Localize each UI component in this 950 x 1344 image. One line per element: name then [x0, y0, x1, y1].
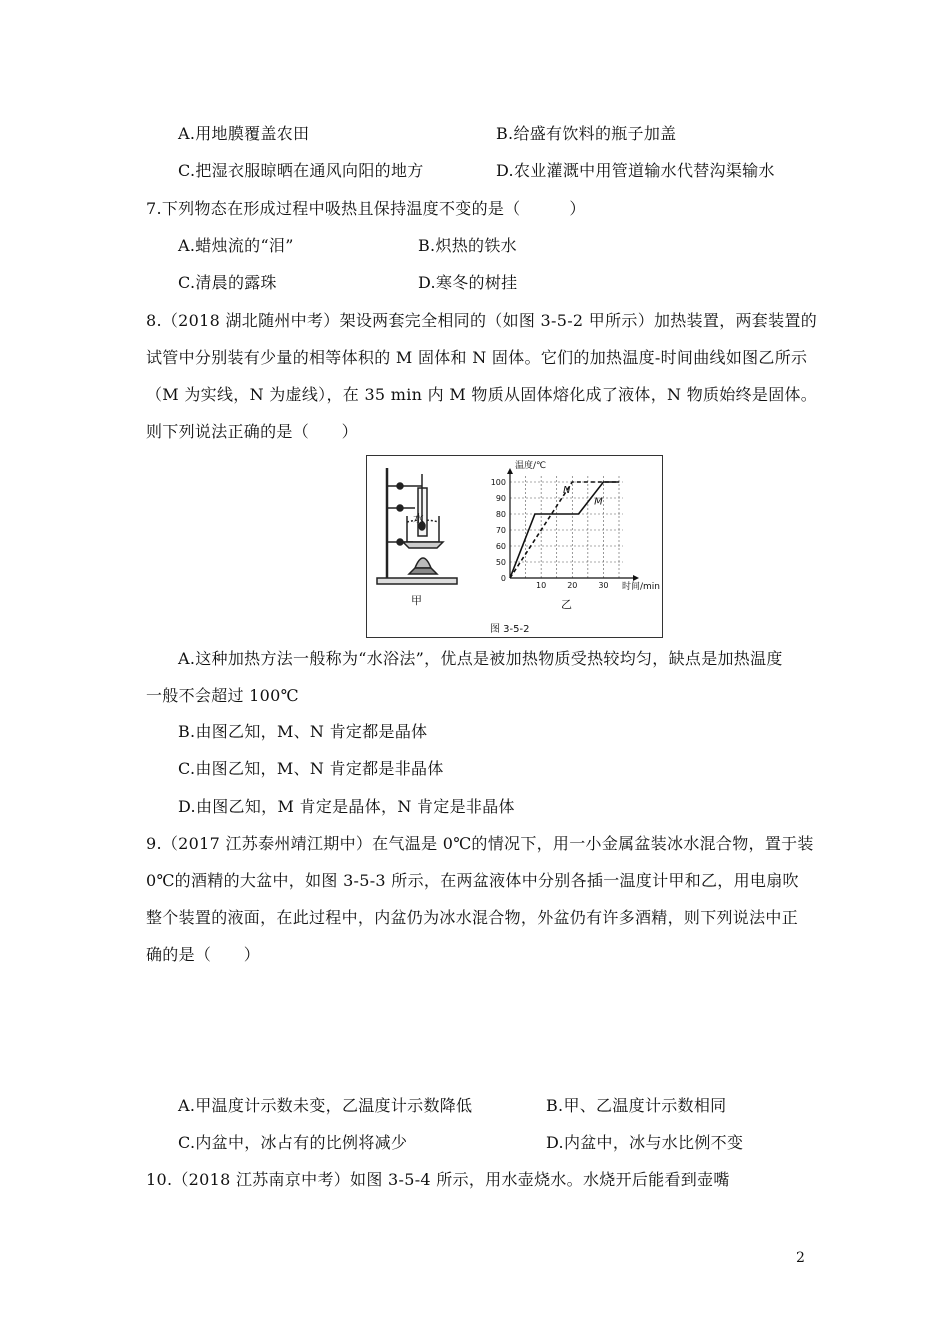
- y-tick-label: 100: [490, 478, 506, 487]
- water-label: 水: [413, 512, 424, 525]
- figure-svg: [367, 456, 662, 637]
- q7-option-c: C.清晨的露珠: [178, 273, 277, 292]
- q8-stem-line-1: 8.（2018 湖北随州中考）架设两套完全相同的（如图 3-5-2 甲所示）加热装置，两套装置的: [146, 311, 817, 330]
- y-tick-label: 50: [495, 558, 506, 567]
- q9-stem-line-1: 9.（2017 江苏泰州靖江期中）在气温是 0℃的情况下，用一小金属盆装冰水混合物，置于装: [146, 834, 814, 853]
- q9-option-c: C.内盆中，冰占有的比例将减少: [178, 1133, 408, 1152]
- x-axis-title: 时间/min: [622, 582, 661, 592]
- y-axis-arrow: [507, 468, 513, 474]
- burner: [409, 568, 437, 574]
- y-tick-label: 80: [495, 510, 506, 519]
- q9-option-a: A.甲温度计示数未变，乙温度计示数降低: [178, 1096, 473, 1115]
- q6-option-c: C.把湿衣服晾晒在通风向阳的地方: [178, 161, 424, 180]
- flame: [415, 558, 431, 568]
- x-tick-label: 20: [567, 581, 578, 590]
- figure-3-5-2: [366, 455, 663, 638]
- label-jia: 甲: [411, 594, 422, 607]
- q9-option-d: D.内盆中，冰与水比例不变: [546, 1133, 744, 1152]
- label-yi: 乙: [561, 598, 572, 611]
- gauze: [403, 542, 443, 548]
- q7-option-a: A.蜡烛流的“泪”: [178, 236, 294, 255]
- x-tick-label: 30: [598, 581, 609, 590]
- q8-option-a-line-2: 一般不会超过 100℃: [146, 686, 299, 705]
- figure-caption: 图 3-5-2: [490, 624, 530, 635]
- y-axis-title: 温度/℃: [515, 461, 547, 471]
- y-tick-label: 90: [495, 494, 506, 503]
- q9-stem-line-4: 确的是（ ）: [146, 945, 261, 964]
- curve-label-n: N: [562, 485, 571, 497]
- y-tick-label: 70: [495, 526, 506, 535]
- q6-option-b: B.给盛有饮料的瓶子加盖: [496, 124, 677, 143]
- q8-option-d: D.由图乙知，M 肯定是晶体，N 肯定是非晶体: [178, 797, 515, 816]
- stand-base: [377, 578, 457, 584]
- q7-option-b: B.炽热的铁水: [418, 236, 517, 255]
- q8-stem-line-2: 试管中分别装有少量的相等体积的 M 固体和 N 固体。它们的加热温度-时间曲线如图乙所示: [146, 348, 808, 367]
- temperature-time-chart: [491, 468, 639, 590]
- heating-apparatus: [377, 468, 457, 584]
- q9-option-b: B.甲、乙温度计示数相同: [546, 1096, 727, 1115]
- x-axis-arrow: [633, 575, 639, 581]
- y-tick-label: 60: [495, 542, 506, 551]
- q8-option-b: B.由图乙知，M、N 肯定都是晶体: [178, 722, 428, 741]
- x-tick-label: 10: [536, 581, 547, 590]
- q10-stem-line-1: 10.（2018 江苏南京中考）如图 3-5-4 所示，用水壶烧水。水烧开后能看到壶嘴: [146, 1170, 730, 1189]
- y-tick-label: 0: [500, 574, 506, 583]
- q7-option-d: D.寒冬的树挂: [418, 273, 518, 292]
- curve-label-m: M: [594, 496, 603, 508]
- q8-option-a-line-1: A.这种加热方法一般称为“水浴法”，优点是被加热物质受热较均匀，缺点是加热温度: [178, 649, 783, 668]
- q9-stem-line-2: 0℃的酒精的大盆中，如图 3-5-3 所示，在两盆液体中分别各插一温度计甲和乙，用电扇吹: [146, 871, 799, 890]
- q6-option-d: D.农业灌溉中用管道输水代替沟渠输水: [496, 161, 775, 180]
- q6-option-a: A.用地膜覆盖农田: [178, 124, 310, 143]
- q7-stem: 7.下列物态在形成过程中吸热且保持温度不变的是（ ）: [146, 199, 586, 218]
- q9-stem-line-3: 整个装置的液面，在此过程中，内盆仍为冰水混合物，外盆仍有许多酒精，则下列说法中正: [146, 908, 799, 927]
- q8-stem-line-4: 则下列说法正确的是（ ）: [146, 422, 358, 441]
- q8-stem-line-3: （M 为实线，N 为虚线），在 35 min 内 M 物质从固体熔化成了液体，N 物质始终是固体。: [146, 385, 818, 404]
- q8-option-c: C.由图乙知，M、N 肯定都是非晶体: [178, 759, 444, 778]
- page-number: 2: [796, 1250, 805, 1266]
